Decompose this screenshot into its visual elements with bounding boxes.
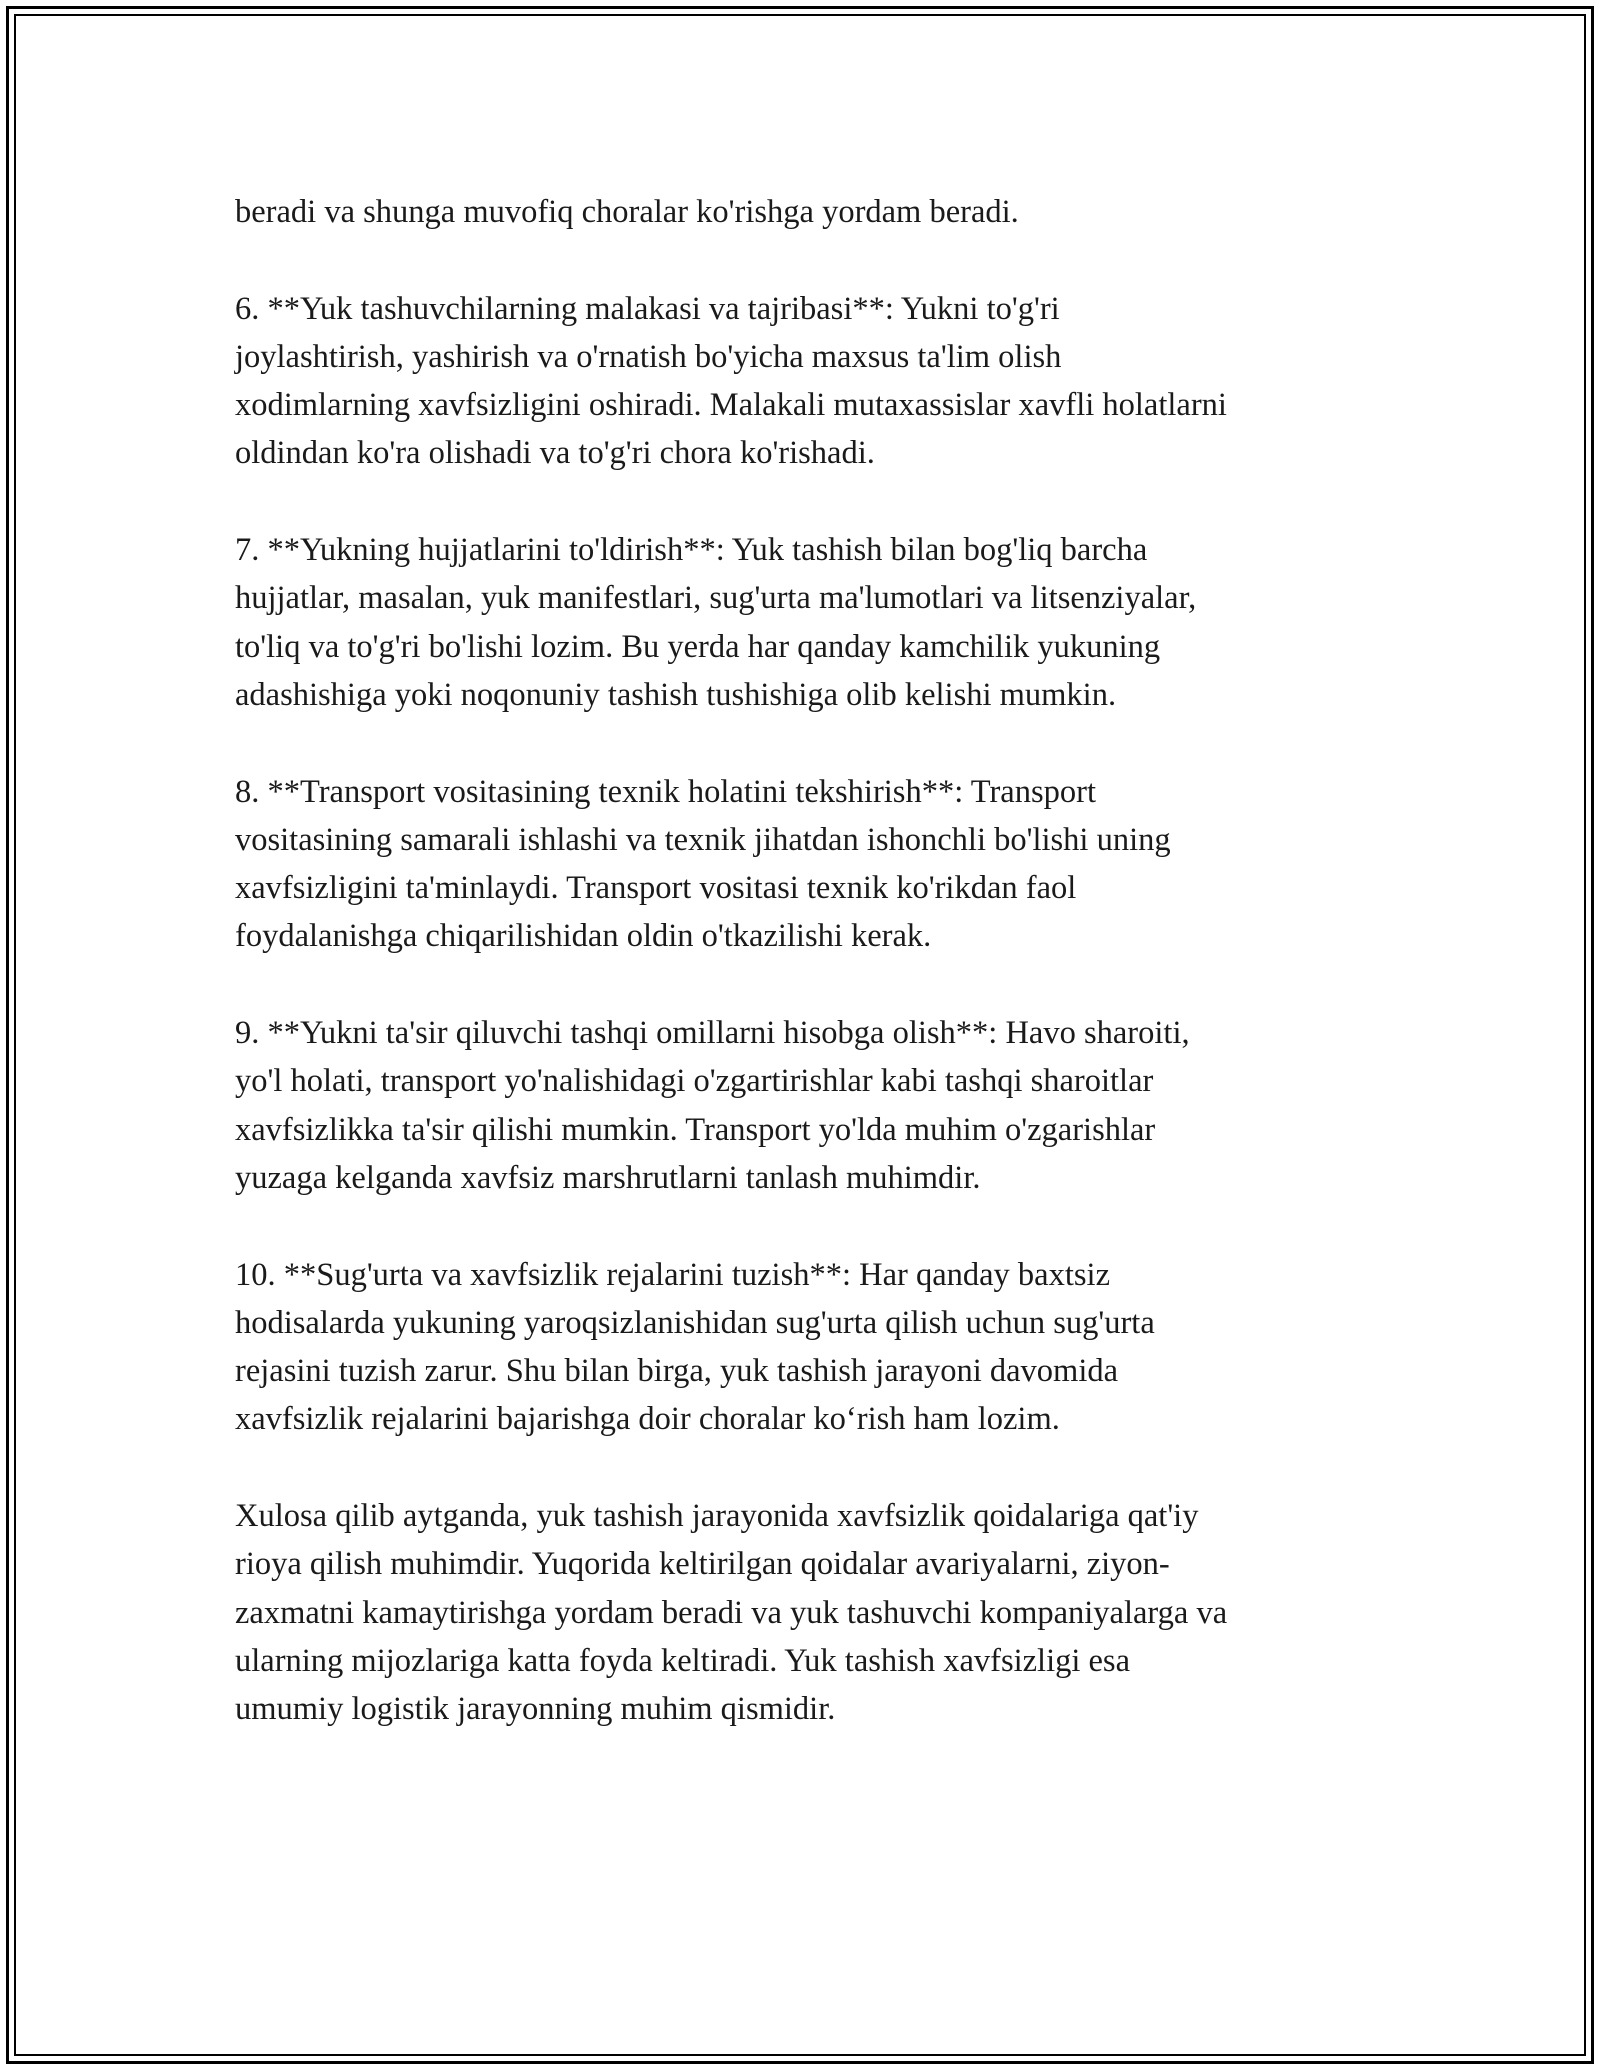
text-line: 9. **Yukni ta'sir qiluvchi tashqi omillarni hisobga olish**: Havo sharoiti,: [235, 1015, 1190, 1052]
text-line: umumiy logistik jarayonning muhim qismidir.: [235, 1691, 836, 1728]
paragraph-item-9: [235, 1009, 1365, 1202]
paragraph-item-7: [235, 526, 1365, 719]
paragraph-conclusion: [235, 1492, 1365, 1733]
paragraph-item-6: [235, 285, 1365, 478]
text-line: yuzaga kelganda xavfsiz marshrutlarni tanlash muhimdir.: [235, 1159, 981, 1196]
text-line: zaxmatni kamaytirishga yordam beradi va yuk tashuvchi kompaniyalarga va: [235, 1594, 1228, 1631]
text-line: 7. **Yukning hujjatlarini to'ldirish**: Yuk tashish bilan bog'liq barcha: [235, 532, 1148, 569]
document-body: [235, 188, 1365, 1782]
text-line: 6. **Yuk tashuvchilarning malakasi va tajribasi**: Yukni to'g'ri: [235, 290, 1060, 327]
text-line: 10. **Sug'urta va xavfsizlik rejalarini tuzish**: Har qanday baxtsiz: [235, 1256, 1110, 1293]
text-line: foydalanishga chiqarilishidan oldin o'tkazilishi kerak.: [235, 918, 932, 955]
text-line: 8. **Transport vositasining texnik holatini tekshirish**: Transport: [235, 773, 1096, 810]
text-line: xodimlarning xavfsizligini oshiradi. Malakali mutaxassislar xavfli holatlarni: [235, 387, 1227, 424]
paragraph-item-10: [235, 1251, 1365, 1444]
text-line: Xulosa qilib aytganda, yuk tashish jarayonida xavfsizlik qoidalariga qat'iy: [235, 1498, 1199, 1535]
text-line: yo'l holati, transport yo'nalishidagi o'zgartirishlar kabi tashqi sharoitlar: [235, 1063, 1154, 1100]
text-line: joylashtirish, yashirish va o'rnatish bo'yicha maxsus ta'lim olish: [235, 338, 1062, 375]
text-line: to'liq va to'g'ri bo'lishi lozim. Bu yerda har qanday kamchilik yukuning: [235, 628, 1161, 665]
text-line: xavfsizligini ta'minlaydi. Transport vositasi texnik ko'rikdan faol: [235, 870, 1077, 907]
text-line: hujjatlar, masalan, yuk manifestlari, sug'urta ma'lumotlari va litsenziyalar,: [235, 580, 1197, 617]
text-line: hodisalarda yukuning yaroqsizlanishidan sug'urta qilish uchun sug'urta: [235, 1304, 1155, 1341]
text-line: xavfsizlikka ta'sir qilishi mumkin. Transport yo'lda muhim o'zgarishlar: [235, 1111, 1156, 1148]
text-line: beradi va shunga muvofiq choralar ko'rishga yordam beradi.: [235, 194, 1019, 230]
text-line: rioya qilish muhimdir. Yuqorida keltirilgan qoidalar avariyalarni, ziyon-: [235, 1546, 1170, 1583]
text-line: oldindan ko'ra olishadi va to'g'ri chora ko'rishadi.: [235, 435, 875, 472]
text-line: ularning mijozlariga katta foyda keltiradi. Yuk tashish xavfsizligi esa: [235, 1642, 1131, 1679]
text-line: vositasining samarali ishlashi va texnik jihatdan ishonchli bo'lishi uning: [235, 821, 1171, 858]
paragraph-continuation: [235, 188, 1365, 236]
text-line: adashishiga yoki noqonuniy tashish tushishiga olib kelishi mumkin.: [235, 676, 1117, 713]
text-line: rejasini tuzish zarur. Shu bilan birga, yuk tashish jarayoni davomida: [235, 1353, 1119, 1390]
paragraph-item-8: [235, 768, 1365, 961]
text-line: xavfsizlik rejalarini bajarishga doir choralar ko‘rish ham lozim.: [235, 1401, 1060, 1438]
